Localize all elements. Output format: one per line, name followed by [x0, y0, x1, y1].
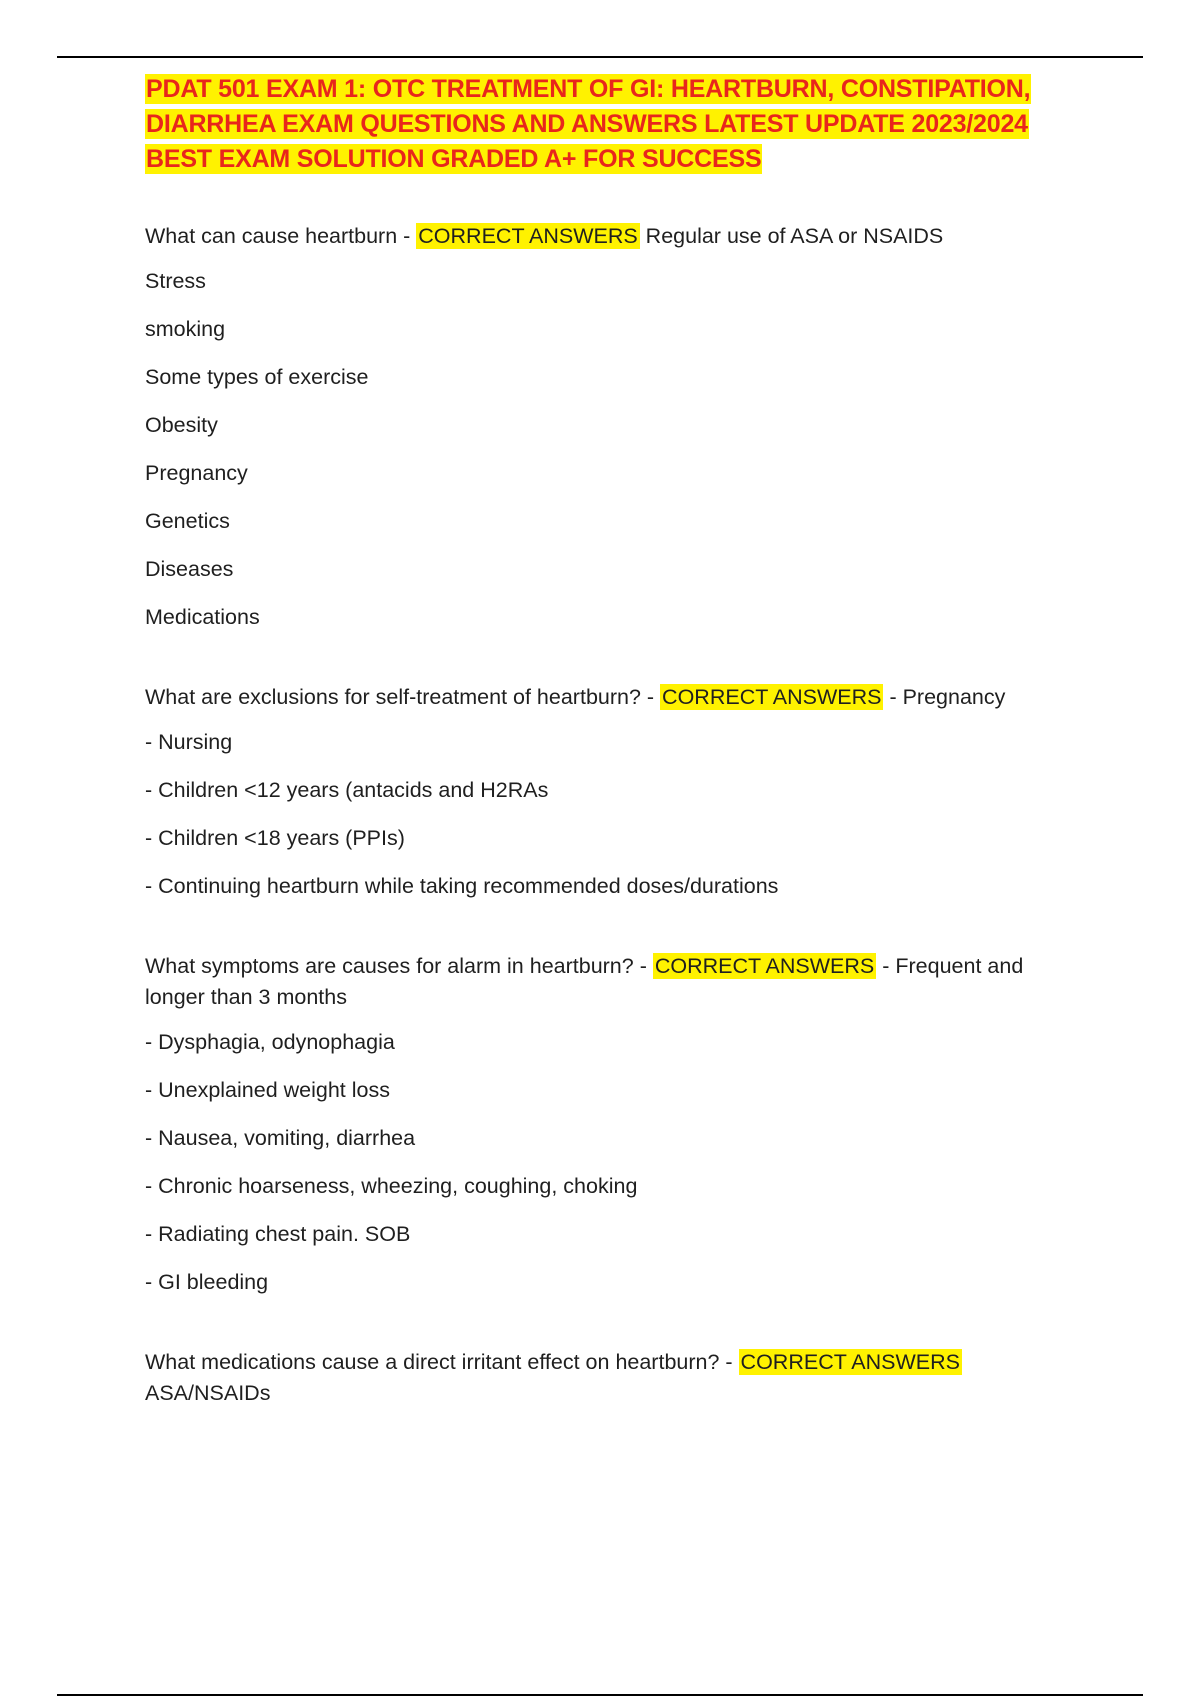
qa-block — [145, 221, 1075, 632]
question — [145, 951, 1075, 1013]
question-text: What symptoms are causes for alarm in heartburn? - — [145, 954, 653, 978]
question — [145, 682, 1075, 713]
answer-item: Medications — [145, 605, 260, 629]
answer-item: Some types of exercise — [145, 365, 369, 389]
bottom-rule — [57, 1694, 1143, 1696]
answer-item: Genetics — [145, 509, 230, 533]
title-text: PDAT 501 EXAM 1: OTC TREATMENT OF GI: HEARTBURN, CONSTIPATION, DIARRHEA EXAM QUESTIONS AND ANSWERS LATEST UPDATE 2023/2024 BEST EXAM SOLUTION GRADED A+ FOR SUCCESS — [146, 75, 1031, 173]
answer-item: - Children <12 years (antacids and H2RAs — [145, 778, 549, 802]
answer-item: Diseases — [145, 557, 234, 581]
question-text: What are exclusions for self-treatment of heartburn? - — [145, 685, 661, 709]
document-body — [145, 72, 1075, 1459]
answer-item: - Continuing heartburn while taking recommended doses/durations — [145, 874, 779, 898]
answer-text: - Pregnancy — [883, 685, 1006, 709]
question-text: What can cause heartburn - — [145, 224, 417, 248]
top-rule — [57, 56, 1143, 58]
answer-item: - Unexplained weight loss — [145, 1078, 390, 1102]
question — [145, 221, 1075, 252]
answer-item: Stress — [145, 269, 206, 293]
answer-item: smoking — [145, 317, 226, 341]
correct-answers-badge: CORRECT ANSWERS — [740, 1350, 960, 1374]
qa-block — [145, 682, 1075, 901]
correct-answers-badge: CORRECT ANSWERS — [662, 685, 882, 709]
qa-block — [145, 951, 1075, 1297]
answer-text: Regular use of ASA or NSAIDS — [639, 224, 944, 248]
answer-item: - Radiating chest pain. SOB — [145, 1222, 411, 1246]
answer-text: - Frequent and longer than 3 months — [145, 954, 1024, 1009]
question-text: What medications cause a direct irritant effect on heartburn? - — [145, 1350, 739, 1374]
answer-item: - Children <18 years (PPIs) — [145, 826, 405, 850]
qa-block — [145, 1347, 1075, 1409]
answer-item: - Dysphagia, odynophagia — [145, 1030, 395, 1054]
answer-item: - Nursing — [145, 730, 233, 754]
correct-answers-badge: CORRECT ANSWERS — [654, 954, 875, 978]
correct-answers-badge: CORRECT ANSWERS — [418, 224, 638, 248]
answer-item: Pregnancy — [145, 461, 248, 485]
question — [145, 1347, 1075, 1409]
answer-item: Obesity — [145, 413, 218, 437]
answer-item: - Chronic hoarseness, wheezing, coughing, choking — [145, 1174, 638, 1198]
document-title — [145, 72, 1075, 177]
answer-text: ASA/NSAIDs — [145, 1381, 271, 1405]
answer-item: - Nausea, vomiting, diarrhea — [145, 1126, 416, 1150]
answer-item: - GI bleeding — [145, 1270, 269, 1294]
